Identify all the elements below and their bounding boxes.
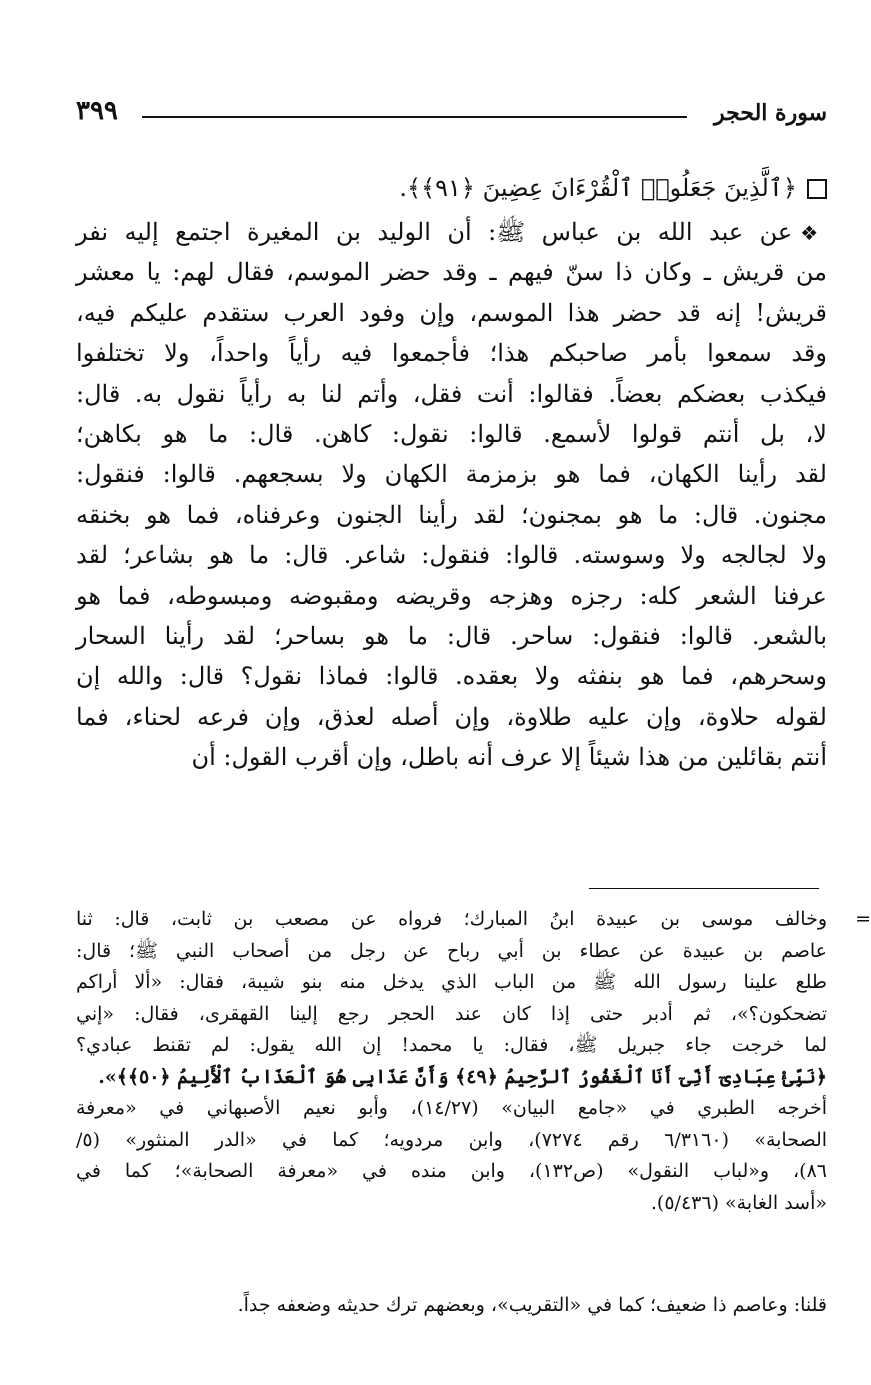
footnote-line: عاصم بن عبيدة عن عطاء بن أبي رباح عن رجل من أصحاب النبي ﷺ؛ قال: [76, 939, 827, 962]
body-line: عرفنا الشعر كله: رجزه وهزجه وقريضه ومقبوضه ومبسوطه، فما هو [76, 581, 827, 610]
footnote-line: لما خرجت جاء جبريل ﷺ، فقال: يا محمد! إن الله يقول: لم تقنط عبادي؟ [76, 1034, 827, 1056]
body-line: لا، بل أنتم قولوا لأسمع. قالوا: نقول: كاهن. قال: ما هو بكاهن؛ [76, 419, 827, 448]
footnote-remark: قلنا: وعاصم ذا ضعيف؛ كما في «التقريب»، وبعضهم ترك حديثه وضعفه جداً. [237, 1294, 827, 1316]
body-line: وسحرهم، فما هو بنفثه ولا بعقده. قالوا: فماذا نقول؟ قال: والله إن [76, 662, 827, 691]
footnote-line: الصحابة» (٦/٣١٦٠ رقم ٧٢٧٤)، وابن مردويه؛ كما في «الدر المنثور» (٥/ [76, 1128, 828, 1151]
verse-text: ﴿ٱلَّذِينَ جَعَلُوا۟ ٱلْقُرْءَانَ عِضِينَ ﴿٩١﴾﴾. [399, 174, 797, 202]
body-line: قريش! إنه قد حضر هذا الموسم، وإن وفود العرب ستقدم عليكم فيه، [76, 298, 827, 327]
page-header [76, 92, 827, 132]
footnote-line: «أسد الغابة» (٥/٤٣٦). [650, 1191, 827, 1214]
body-line: ولا لجالجه ولا وسوسته. قالوا: فنقول: شاعر. قال: ما هو بشاعر؛ لقد [76, 541, 827, 570]
footnote-line: طلع علينا رسول الله ﷺ من الباب الذي يدخل منه بنو شيبة، فقال: «ألا أراكم [76, 971, 827, 993]
body-line: ❖عن عبد الله بن عباس ﷺ: أن الوليد بن المغيرة اجتمع إليه نفر [76, 218, 827, 246]
body-line: بالشعر. قالوا: فنقول: ساحر. قال: ما هو بساحر؛ لقد رأينا السحار [76, 621, 827, 650]
body-line: وقد سمعوا بأمر صاحبكم هذا؛ فأجمعوا فيه رأياً واحداً، ولا تختلفوا [76, 339, 827, 368]
page-number: ٣٩٩ [76, 96, 118, 126]
narration-paragraph [76, 212, 827, 777]
footnote-line: تضحكون؟»، ثم أدبر حتى إذا كان عند الحجر رجع إلينا القهقرى، فقال: «إني [76, 1002, 827, 1025]
main-text [76, 168, 827, 777]
footnote-line: ٨٦)، و«لباب النقول» (ص١٣٢)، وابن منده في «معرفة الصحابة»؛ كما في [76, 1160, 827, 1182]
body-line: لقوله حلاوة، وإن عليه طلاوة، وإن أصله لعذق، وإن فرعه لحناء، فما [76, 702, 827, 731]
surah-title: سورة الحجر [714, 100, 827, 126]
body-line: مجنون. قال: ما هو بمجنون؛ لقد رأينا الجنون وعرفناه، فما هو بخنقه [76, 500, 827, 529]
body-line: فيكذب بعضكم بعضاً. فقالوا: أنت فقل، وأتم لنا به رأياً نقول به. قال: [76, 379, 827, 408]
verse-heading [76, 168, 827, 212]
diamond-bullet-icon: ❖ [800, 221, 827, 245]
body-line: أنتم بقائلين من هذا شيئاً إلا عرف أنه باطل، وإن أقرب القول: أن [191, 743, 827, 772]
footnote-continuation-mark: = [855, 908, 871, 930]
footnote-quran-line: ﴿نَبِّئْ عِبَادِىٓ أَنِّىٓ أَنَا ٱلْغَفُورُ ٱلرَّحِيمُ ﴿٤٩﴾ وَأَنَّ عَذَابِى هُوَ ٱلْعَذَابُ ٱلْأَلِيمُ ﴿٥٠﴾﴾». [98, 1065, 827, 1088]
footnote-line: وخالف موسى بن عبيدة ابنُ المبارك؛ فرواه عن مصعب بن ثابت، قال: ثنا [76, 908, 827, 930]
footnote-line: أخرجه الطبري في «جامع البيان» (١٤/٢٧)، وأبو نعيم الأصبهاني في «معرفة [76, 1097, 827, 1119]
footnote-separator [589, 888, 819, 889]
body-line: من قريش ـ وكان ذا سنّ فيهم ـ وقد حضر الموسم، فقال لهم: يا معشر [76, 258, 827, 287]
square-bullet-icon [807, 179, 827, 199]
header-rule [142, 116, 687, 118]
footnote [76, 904, 871, 1219]
body-line: لقد رأينا الكهان، فما هو بزمزمة الكهان ولا بسجعهم. قالوا: فنقول: [76, 460, 827, 489]
